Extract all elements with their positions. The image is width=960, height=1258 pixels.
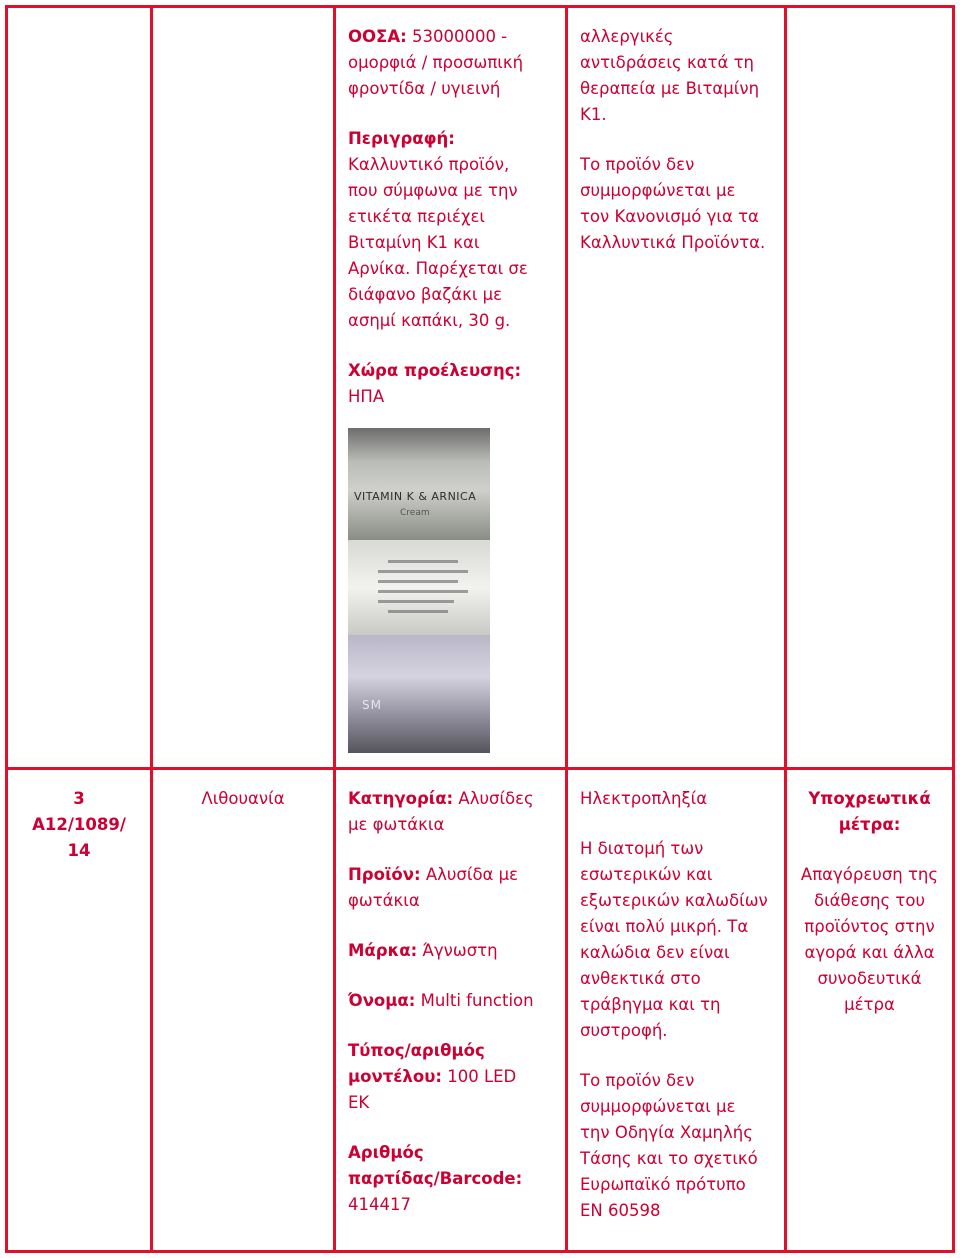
risk-cell-bottom <box>580 786 780 1224</box>
risk-line: τράβηγμα και τη <box>580 995 721 1014</box>
table-border <box>5 5 8 1253</box>
table-border <box>333 5 336 1253</box>
risk-line: συμμορφώνεται με <box>580 181 736 200</box>
risk-cell-top <box>580 24 780 256</box>
risk-line: Το προϊόν δεν <box>580 1071 695 1090</box>
batch-value: 414417 <box>348 1195 411 1214</box>
description-line: διάφανο βαζάκι με <box>348 285 503 304</box>
jar-label-sub: Cream <box>400 508 430 518</box>
risk-line: συμμορφώνεται με <box>580 1097 736 1116</box>
brand-value: Άγνωστη <box>422 941 498 960</box>
jar-fine-print <box>378 600 454 603</box>
description-label: Περιγραφή: <box>348 129 455 148</box>
description-line: Καλλυντικό προϊόν, <box>348 155 510 174</box>
measures-line: συνοδευτικά <box>817 969 922 988</box>
reference-cell <box>8 786 150 864</box>
product-value: φωτάκια <box>348 891 420 910</box>
category-value: με φωτάκια <box>348 815 445 834</box>
description-line: Αρνίκα. Παρέχεται σε <box>348 259 528 278</box>
oosa-line: ομορφιά / προσωπική <box>348 53 524 72</box>
model-value: ΕΚ <box>348 1093 370 1112</box>
jar-lid <box>348 428 490 540</box>
risk-line: Η διατομή των <box>580 839 704 858</box>
risk-line: Τάσης και το σχετικό <box>580 1149 758 1168</box>
table-border <box>5 1250 955 1253</box>
jar-fine-print <box>378 580 458 583</box>
risk-line: συστροφή. <box>580 1021 668 1040</box>
risk-line: ΕΝ 60598 <box>580 1201 661 1220</box>
measures-line: αγορά και άλλα <box>804 943 935 962</box>
risk-line: εσωτερικών και <box>580 865 713 884</box>
name-value: Multi function <box>420 991 534 1010</box>
risk-line: εξωτερικών καλωδίων <box>580 891 768 910</box>
name-label: Όνομα: <box>348 991 416 1010</box>
country-cell <box>153 786 333 812</box>
measures-label: Υποχρεωτικά <box>808 789 931 808</box>
model-label: Τύπος/αριθμός <box>348 1041 485 1060</box>
risk-line: Καλλυντικά Προϊόντα. <box>580 233 766 252</box>
measures-line: διάθεσης του <box>814 891 925 910</box>
risk-line: Κ1. <box>580 105 607 124</box>
product-photo <box>348 428 490 753</box>
reference-line: 14 <box>67 841 91 860</box>
risk-title: Ηλεκτροπληξία <box>580 789 708 808</box>
batch-label: παρτίδας/Barcode: <box>348 1169 523 1188</box>
risk-line: καλώδια δεν είναι <box>580 943 730 962</box>
risk-line: αλλεργικές <box>580 27 674 46</box>
description-line: που σύμφωνα με την <box>348 181 518 200</box>
risk-line: Το προϊόν δεν <box>580 155 695 174</box>
oosa-label: ΟΟΣΑ: <box>348 27 407 46</box>
jar-fine-print <box>388 560 458 563</box>
jar-fine-print <box>378 570 468 573</box>
batch-label: Αριθμός <box>348 1143 424 1162</box>
category-label: Κατηγορία: <box>348 789 454 808</box>
measures-line: προϊόντος στην <box>804 917 935 936</box>
jar-label-lid: SM <box>362 698 382 712</box>
brand-label: Μάρκα: <box>348 941 418 960</box>
description-line: ετικέτα περιέχει <box>348 207 485 226</box>
table-border <box>565 5 568 1253</box>
model-value: 100 LED <box>447 1067 517 1086</box>
description-line: ασημί καπάκι, 30 g. <box>348 311 511 330</box>
risk-line: τον Κανονισμό για τα <box>580 207 759 226</box>
measures-cell <box>787 786 952 1018</box>
jar-fine-print <box>378 590 468 593</box>
jar-fine-print <box>388 610 448 613</box>
category-value: Αλυσίδες <box>458 789 534 808</box>
model-label: μοντέλου: <box>348 1067 442 1086</box>
measures-label: μέτρα: <box>838 815 901 834</box>
oosa-line: 53000000 - <box>411 27 508 46</box>
risk-line: θεραπεία με Βιταμίνη <box>580 79 760 98</box>
jar-bottom <box>348 635 490 753</box>
product-value: Αλυσίδα με <box>425 865 519 884</box>
risk-line: Ευρωπαϊκό πρότυπο <box>580 1175 746 1194</box>
product-label: Προϊόν: <box>348 865 421 884</box>
origin-value: ΗΠΑ <box>348 387 385 406</box>
product-cell-top <box>348 24 560 410</box>
risk-line: ανθεκτικά στο <box>580 969 701 988</box>
description-line: Βιταμίνη Κ1 και <box>348 233 480 252</box>
table-border <box>150 5 153 1253</box>
reference-line: A12/1089/ <box>32 815 126 834</box>
jar-label-main: VITAMIN K & ARNICA <box>354 490 477 503</box>
table-border <box>952 5 955 1253</box>
oosa-line: φροντίδα / υγιεινή <box>348 79 501 98</box>
risk-line: την Οδηγία Χαμηλής <box>580 1123 753 1142</box>
risk-line: είναι πολύ μικρή. Τα <box>580 917 749 936</box>
table-border <box>784 5 787 1253</box>
country-value: Λιθουανία <box>201 789 285 808</box>
jar-body <box>348 540 490 635</box>
risk-line: αντιδράσεις κατά τη <box>580 53 754 72</box>
table-border <box>5 767 955 770</box>
row-number: 3 <box>73 789 85 808</box>
origin-label: Χώρα προέλευσης: <box>348 361 522 380</box>
product-cell-bottom <box>348 786 560 1218</box>
measures-line: Απαγόρευση της <box>800 865 939 884</box>
measures-line: μέτρα <box>844 995 895 1014</box>
table-border <box>5 5 955 8</box>
